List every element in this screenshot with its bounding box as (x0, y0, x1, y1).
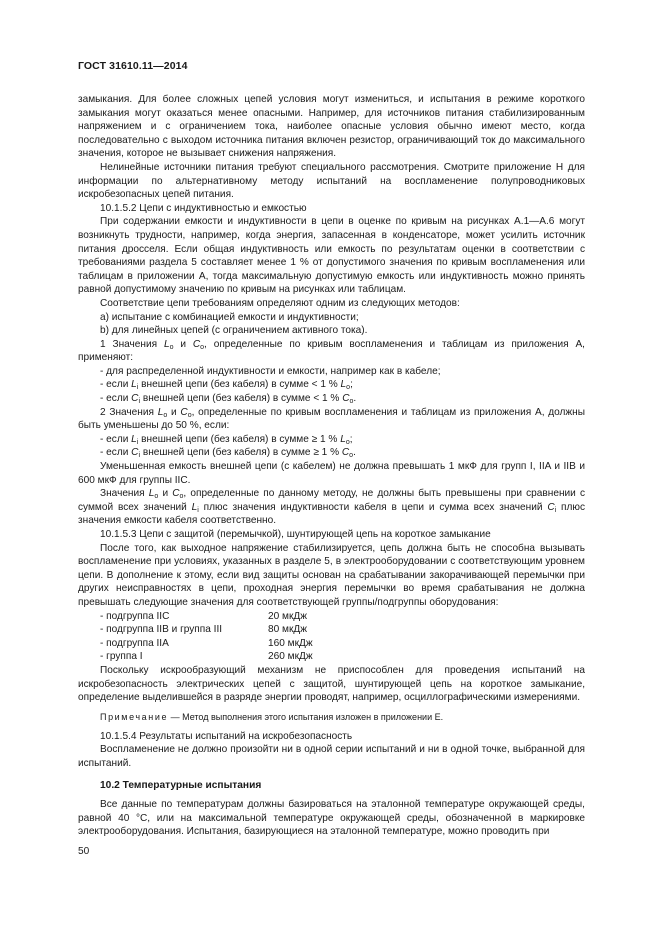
group-name: - группа I (100, 651, 143, 663)
paragraph: Значения $L_o$ и $C_o$, определенные по данному методу, не должны быть превышены при сравнении с суммой всех значений $L_i$ плюс значения индуктивности кабеля в цепи и сумма всех значений $C_i$ плюс значения емкости кабеля соответственно. (78, 488, 586, 527)
group-energy: 20 мкДж (268, 610, 307, 622)
table-row (100, 623, 313, 637)
note-1: 1 Значения $L_o$ и $C_o$, определенные по кривым воспламенения и таблицам из приложения А, применяют: (78, 338, 585, 364)
paragraph: Соответствие цепи требованиям определяют одним из следующих методов: (100, 297, 460, 309)
document-header: ГОСТ 31610.11—2014 (78, 60, 188, 72)
group-energy: 260 мкДж (268, 651, 313, 663)
group-energy: 160 мкДж (268, 637, 313, 649)
note-1-item: - для распределенной индуктивности и емкости, например как в кабеле; (100, 365, 441, 377)
note (78, 711, 585, 724)
group-name: - подгруппа IIA (100, 637, 169, 649)
paragraph: Поскольку искрообразующий механизм не приспособлен для проведения испытаний на искробезопасность электрических цепей с защитой, шунтирующей цепь на короткое замыкание, определение выделившейся в разряде энергии проводят, например, осциллографическими измерениями. (78, 664, 585, 704)
section-heading-10-2: 10.2 Температурные испытания (100, 779, 262, 791)
section-heading-10-1-5-2: 10.1.5.2 Цепи с индуктивностью и емкостью (100, 202, 307, 214)
paragraph: После того, как выходное напряжение стабилизируется, цепь должна быть не способна вызывать воспламенение при условиях, указанных в разделе 5, в электрооборудовании с соответствующим уровнем цепи. В дополнение к этому, если вид защиты основан на срабатывании закорачивающей перемычки при других неисправностях в цепи, проходная энергия перемычки во время срабатывания не должна превышать следующие значения для соответствующей группы/подгруппы оборудования: (78, 542, 585, 608)
paragraph: Уменьшенная емкость внешней цепи (с кабелем) не должна превышать 1 мкФ для групп I, IIA и IIB и 600 мкФ для группы IIC. (78, 461, 585, 486)
note-1-item: - если $C_i$ внешней цепи (без кабеля) в сумме < 1 % $C_o$. (100, 393, 357, 406)
note-2-item: - если $L_i$ внешней цепи (без кабеля) в сумме ≥ 1 % $L_o$; (100, 433, 353, 446)
paragraph: Воспламенение не должно произойти ни в одной серии испытаний и ни в одной точке, выбранной для испытаний. (78, 744, 585, 769)
group-energy: 80 мкДж (268, 624, 307, 636)
paragraph: Все данные по температурам должны базироваться на эталонной температуре окружающей среды, равной 40 °С, или на максимальной температуре окружающей среды, обозначенной в маркировке электрооборудования. Испытания, базирующиеся на эталонной температуре, можно проводить при (78, 799, 585, 838)
table-row (100, 637, 313, 651)
note-2: 2 Значения $L_o$ и $C_o$, определенные по кривым воспламенения и таблицам из приложения А, должны быть уменьшены до 50 %, если: (78, 406, 585, 432)
note-text: — Метод выполнения этого испытания изложен в приложении Е. (168, 711, 444, 722)
document-page (78, 60, 585, 839)
table-row (100, 610, 313, 624)
table-row (100, 650, 313, 664)
paragraph: замыкания. Для более сложных цепей условия могут измениться, и испытания в режиме короткого замыкания могут оказаться менее опасными. Например, для источников питания стабилизированным напряжением и с ограничением тока, наиболее опасные условия обычно имеют место, когда последовательно с выходом источника питания включен резистор, ограничивающий ток до максимального значения, которое не вызывает снижения напряжения. (78, 94, 585, 160)
group-name: - подгруппа IIC (100, 610, 170, 622)
group-name: - подгруппа IIB и группа III (100, 624, 223, 636)
section-heading-10-1-5-3: 10.1.5.3 Цепи с защитой (перемычкой), шунтирующей цепь на короткое замыкание (100, 529, 491, 540)
paragraph: При содержании емкости и индуктивности в цепи в оценке по кривым на рисунках А.1—А.6 могут возникнуть трудности, например, когда энергия, запасенная в конденсаторе, может усилить источник питания дросселя. Если общая индуктивность или емкость по результатам оценки в соответствии с требованиями раздела 5 составляет менее 1 % от допустимого значения по кривым воспламенения или таблицам в приложении А, тогда максимальную допустимую емкость или индуктивность можно принять равной допустимому значению по кривым на рисунках или таблицам. (78, 216, 585, 296)
note-label: Примечание (100, 711, 169, 722)
page-number: 50 (78, 846, 90, 857)
energy-limits-table (100, 610, 313, 664)
note-1-item: - если $L_i$ внешней цепи (без кабеля) в сумме < 1 % $L_o$; (100, 379, 353, 392)
list-item-b: b) для линейных цепей (с ограничением активного тока). (100, 325, 368, 337)
paragraph: Нелинейные источники питания требуют специального рассмотрения. Смотрите приложение H для информации по альтернативному методу испытаний на воспламенение полупроводниковых искробезопасных цепей питания. (78, 161, 585, 201)
section-heading-10-1-5-4: 10.1.5.4 Результаты испытаний на искробезопасность (100, 730, 353, 742)
note-2-item: - если $C_i$ внешней цепи (без кабеля) в сумме ≥ 1 % $C_o$. (100, 447, 356, 460)
list-item-a: a) испытание с комбинацией емкости и индуктивности; (100, 311, 359, 323)
